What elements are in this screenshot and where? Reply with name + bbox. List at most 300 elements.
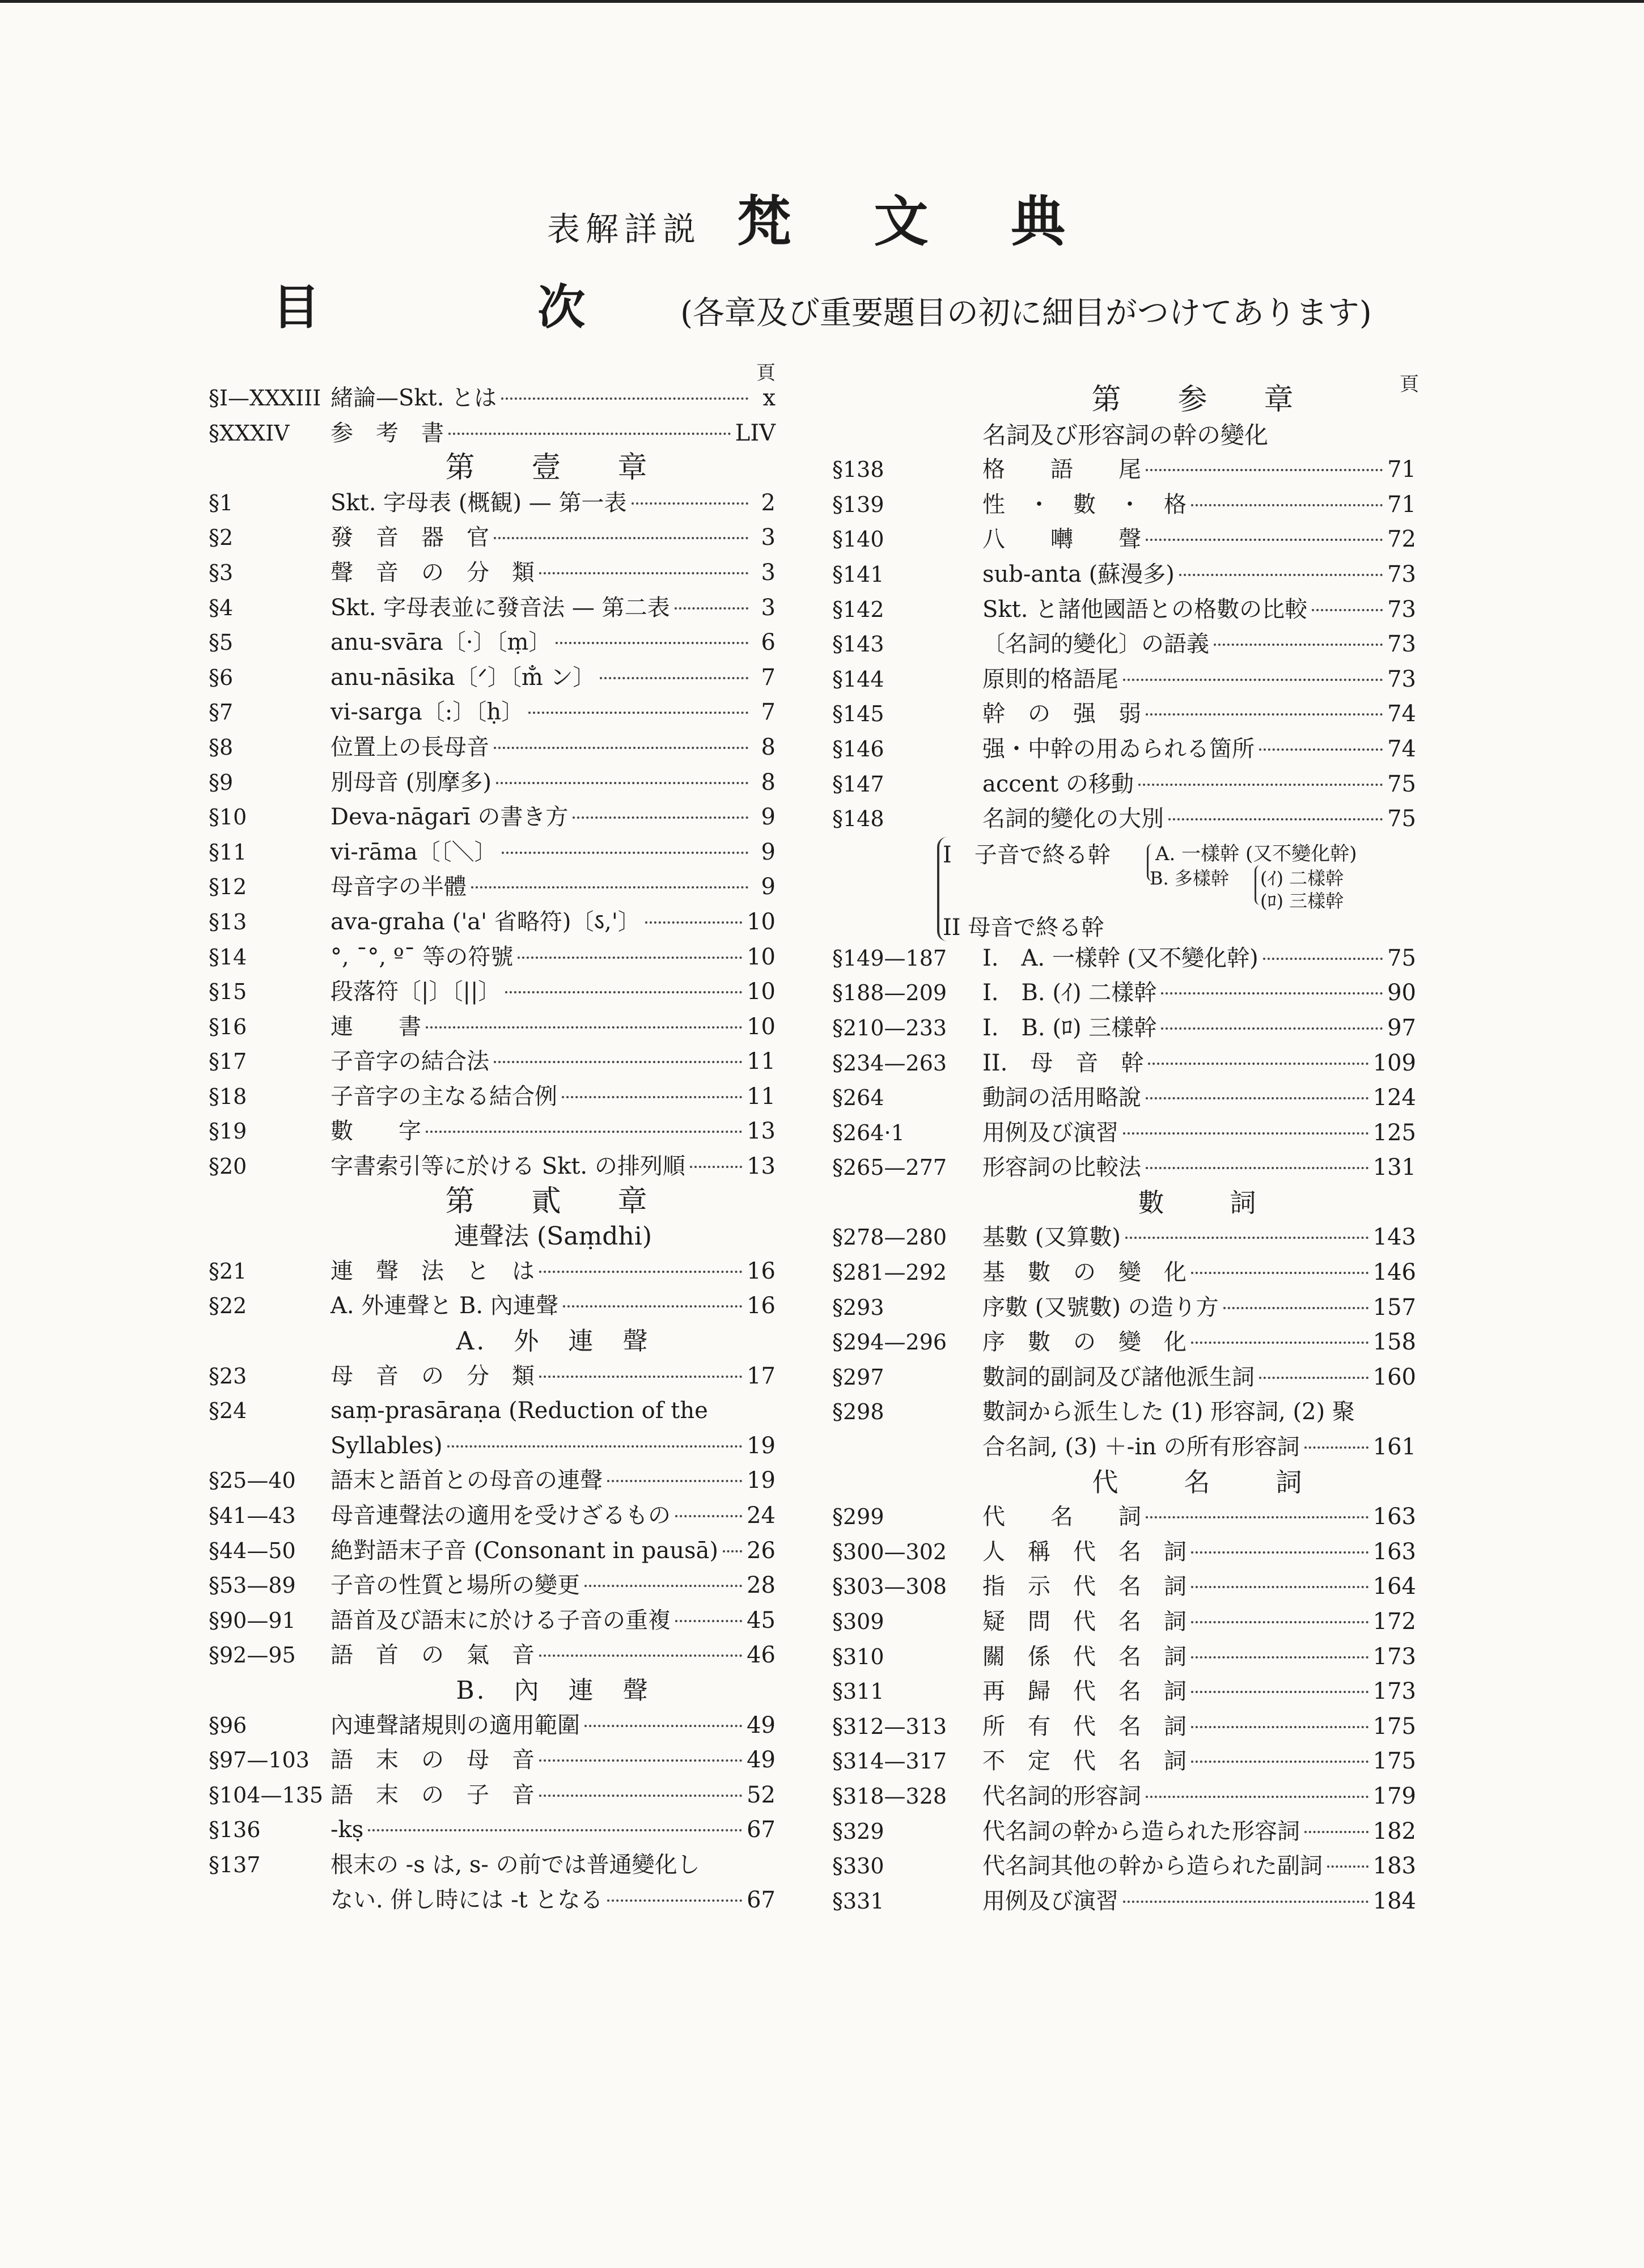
- section-number: §300—302: [832, 1539, 947, 1564]
- page-number: 163: [1372, 1504, 1416, 1530]
- section-number: §14: [209, 944, 247, 970]
- page-number: 46: [747, 1642, 776, 1669]
- entry-title-line: [331, 625, 776, 661]
- dot-leader: [690, 1166, 742, 1168]
- toc-entry[interactable]: [209, 1429, 776, 1464]
- entry-title-line: [331, 1708, 776, 1744]
- entry-title-line: [331, 1638, 776, 1673]
- page-number: 26: [747, 1537, 776, 1564]
- toc-entry[interactable]: [832, 1081, 1419, 1116]
- page-number: 10: [747, 943, 776, 970]
- entry-title-line: [331, 1603, 776, 1639]
- section-number: §19: [209, 1119, 247, 1144]
- section-number: §314—317: [832, 1749, 947, 1774]
- entry-title: 聲 音 の 分 類: [331, 559, 535, 586]
- dot-leader: [1146, 539, 1383, 541]
- dot-leader: [448, 433, 731, 435]
- chapter-3-heading: 第 参 章: [1091, 383, 1307, 417]
- page-number: 183: [1372, 1853, 1416, 1880]
- entry-title-line: [331, 835, 776, 870]
- toc-entry[interactable]: [209, 381, 776, 416]
- entry-title-line: [331, 940, 776, 975]
- section-b-heading: B. 內 連 聲: [456, 1675, 650, 1705]
- entry-title-line: [331, 1883, 776, 1918]
- entry-title: ない. 併し時には -t となる: [331, 1886, 603, 1913]
- dot-leader: [600, 677, 748, 679]
- toc-entry[interactable]: [832, 1674, 1419, 1710]
- chapter-1-heading: 第 壹 章: [445, 451, 661, 485]
- entry-title: 語 首 の 氣 音: [331, 1642, 535, 1669]
- section-number: §6: [209, 665, 234, 690]
- page-number: 146: [1372, 1259, 1416, 1286]
- entry-title: 數詞的副詞及び諸他派生詞: [982, 1364, 1255, 1390]
- toc-entry[interactable]: [209, 1254, 776, 1289]
- page-number: 67: [747, 1817, 776, 1843]
- page-number: 11: [747, 1048, 776, 1075]
- page-number: 13: [747, 1118, 776, 1145]
- toc-entry[interactable]: [209, 835, 776, 870]
- section-number: §264·1: [832, 1120, 905, 1145]
- entry-title: 用例及び演習: [982, 1888, 1118, 1914]
- toc-entry[interactable]: [209, 1534, 776, 1569]
- toc-entry[interactable]: [209, 975, 776, 1010]
- toc-entry[interactable]: [832, 1430, 1419, 1465]
- entry-title: Deva-nāgarī の書き方: [331, 804, 569, 831]
- section-number: §281—292: [832, 1260, 947, 1285]
- page-number: 175: [1372, 1748, 1416, 1775]
- entry-title: 連 書: [331, 1013, 421, 1040]
- entry-title-line: [982, 1046, 1416, 1081]
- entry-title-line: [982, 1674, 1416, 1710]
- toc-entry[interactable]: [209, 940, 776, 975]
- toc-entry[interactable]: [832, 1605, 1419, 1640]
- dot-leader: [645, 921, 742, 924]
- toc-entry[interactable]: [832, 1255, 1419, 1290]
- section-number: §22: [209, 1293, 247, 1319]
- section-number: §311: [832, 1679, 884, 1704]
- page-number: 172: [1372, 1609, 1416, 1635]
- entry-title: 關 係 代 名 詞: [982, 1643, 1187, 1670]
- dot-leader: [584, 1725, 742, 1727]
- entry-title-line: [982, 1430, 1416, 1465]
- entry-title: I. A. 一樣幹 (又不變化幹): [982, 945, 1259, 971]
- dot-leader: [1125, 1237, 1368, 1239]
- entry-title: 語 末 の 子 音: [331, 1782, 535, 1808]
- entry-title-line: [982, 1290, 1416, 1326]
- dot-leader: [1191, 1691, 1368, 1693]
- section-number: §188—209: [832, 980, 947, 1006]
- toc-entry[interactable]: [209, 661, 776, 696]
- toc-entry[interactable]: [832, 1011, 1419, 1046]
- page-number: 10: [747, 979, 776, 1005]
- page-number: 74: [1387, 735, 1416, 762]
- section-number: §Ⅰ—XXXIII: [209, 386, 321, 411]
- toc-entry[interactable]: [209, 416, 776, 451]
- section-number: §16: [209, 1014, 247, 1039]
- page-number: 49: [747, 1747, 776, 1774]
- entry-title-line: [982, 802, 1416, 837]
- toc-entry[interactable]: [832, 1814, 1419, 1850]
- toc-entry[interactable]: [832, 1360, 1419, 1395]
- toc-entry[interactable]: [832, 662, 1419, 697]
- page-number: 67: [747, 1886, 776, 1913]
- entry-title-line: [331, 1463, 776, 1499]
- entry-title: 內連聲諸規則の適用範圍: [331, 1712, 580, 1738]
- entry-title-line: [982, 1150, 1416, 1186]
- dot-leader: [1146, 713, 1383, 716]
- toc-entry[interactable]: [209, 1359, 776, 1394]
- section-number: §44—50: [209, 1538, 296, 1563]
- toc-entry[interactable]: [209, 521, 776, 556]
- page-number: 157: [1372, 1294, 1416, 1321]
- entry-title-line: [331, 1254, 776, 1289]
- page-number: 90: [1387, 980, 1416, 1006]
- toc-entry[interactable]: [209, 1848, 776, 1883]
- toc-entry[interactable]: [832, 1150, 1419, 1186]
- toc-entry[interactable]: [832, 593, 1419, 628]
- toc-entry[interactable]: [832, 732, 1419, 767]
- page-number: 143: [1372, 1224, 1416, 1251]
- section-number: §312—313: [832, 1713, 947, 1739]
- toc-entry[interactable]: [209, 1010, 776, 1045]
- page-number: 24: [747, 1503, 776, 1529]
- tree-three-form-stems: (ﾛ) 三樣幹: [1260, 890, 1344, 912]
- entry-title: 母音連聲法の適用を受けざるもの: [331, 1503, 671, 1529]
- section-number: §149—187: [832, 945, 947, 971]
- page-number: 173: [1372, 1643, 1416, 1670]
- page-number: 164: [1372, 1573, 1416, 1600]
- section-number: §303—308: [832, 1574, 947, 1600]
- entry-title-line: [982, 941, 1416, 976]
- toc-entry[interactable]: [832, 1640, 1419, 1675]
- entry-title-line: [331, 1499, 776, 1534]
- section-number: §139: [832, 492, 884, 517]
- dot-leader: [584, 1585, 742, 1587]
- entry-title-line: [982, 697, 1416, 732]
- entry-title: 代名詞其他の幹から造られた副詞: [982, 1853, 1323, 1880]
- entry-title: 不 定 代 名 詞: [982, 1748, 1187, 1775]
- page-number: 179: [1372, 1783, 1416, 1809]
- section-number: §104—135: [209, 1782, 324, 1808]
- toc-entry[interactable]: [209, 1708, 776, 1744]
- toc-entry[interactable]: [209, 625, 776, 661]
- dot-leader: [632, 502, 749, 505]
- page-number: 16: [747, 1258, 776, 1284]
- entry-title: 母音字の半體: [331, 874, 467, 900]
- dot-leader: [1161, 1027, 1383, 1030]
- toc-entry[interactable]: [209, 1499, 776, 1534]
- tree-vowel-stems: II 母音で終る幹: [943, 914, 1104, 941]
- entry-title-line: [331, 1429, 776, 1464]
- toc-entry[interactable]: [209, 1149, 776, 1184]
- section-number: §234—263: [832, 1050, 947, 1076]
- section-number: §309: [832, 1609, 884, 1634]
- entry-title: 緒論—Skt. とは: [331, 385, 497, 411]
- section-number: §141: [832, 561, 884, 587]
- page-number: 161: [1372, 1434, 1416, 1461]
- section-number: §13: [209, 909, 247, 934]
- dot-leader: [1146, 1516, 1368, 1518]
- tree-multiform-stems: B. 多樣幹: [1150, 867, 1229, 889]
- toc-entry[interactable]: [832, 488, 1419, 523]
- entry-title: Skt. と諸他國語との格數の比較: [982, 596, 1308, 623]
- toc-entry[interactable]: [832, 1779, 1419, 1814]
- entry-title-line: [331, 1114, 776, 1149]
- entry-title-line: [982, 1884, 1416, 1919]
- page-number: 9: [761, 839, 776, 865]
- toc-entry[interactable]: [832, 1849, 1419, 1884]
- toc-entry[interactable]: [832, 1220, 1419, 1255]
- toc-entry[interactable]: [209, 486, 776, 521]
- toc-entry[interactable]: [832, 1290, 1419, 1326]
- page-number: 182: [1372, 1818, 1416, 1844]
- toc-entry[interactable]: [209, 1394, 776, 1429]
- toc-entry[interactable]: [209, 1883, 776, 1918]
- entry-title: Skt. 字母表 (概観) — 第一表: [331, 489, 627, 516]
- entry-title-line: [982, 522, 1416, 557]
- section-number: §23: [209, 1363, 247, 1389]
- page-number: 75: [1387, 945, 1416, 971]
- toc-entry[interactable]: [209, 1778, 776, 1813]
- section-number: §53—89: [209, 1573, 296, 1598]
- entry-title-line: [982, 1325, 1416, 1360]
- page-number: 19: [747, 1467, 776, 1494]
- entry-title-line: [331, 1149, 776, 1184]
- page-number: 2: [761, 489, 776, 516]
- entry-title-line: [331, 381, 776, 416]
- entry-title-line: [982, 1360, 1416, 1395]
- section-number: §15: [209, 979, 247, 1005]
- toc-entry[interactable]: [209, 765, 776, 801]
- page-number: 19: [747, 1432, 776, 1459]
- entry-title: 根末の -s は, s- の前では普通變化し: [331, 1851, 700, 1878]
- toc-entry[interactable]: [209, 556, 776, 591]
- dot-leader: [1304, 1446, 1368, 1449]
- toc-entry[interactable]: [209, 870, 776, 905]
- toc-entry[interactable]: [832, 802, 1419, 837]
- dot-leader: [1161, 992, 1383, 995]
- dot-leader: [426, 1131, 742, 1133]
- section-number: §41—43: [209, 1503, 296, 1528]
- entry-title: 語首及び語末に於ける子音の重複: [331, 1607, 671, 1634]
- entry-title-line: [982, 1220, 1416, 1255]
- dot-leader: [1191, 1621, 1368, 1623]
- toc-entry[interactable]: [832, 976, 1419, 1011]
- section-number: §3: [209, 560, 234, 585]
- dot-leader: [675, 607, 748, 610]
- section-number: §138: [832, 457, 884, 483]
- entry-title: 序數 (又號數) の造り方: [982, 1294, 1219, 1321]
- entry-title: 代名詞的形容詞: [982, 1783, 1141, 1809]
- dot-leader: [447, 1445, 742, 1448]
- entry-title-line: [331, 1010, 776, 1045]
- dot-leader: [1148, 1063, 1368, 1065]
- dot-leader: [494, 1061, 742, 1063]
- entry-title: 基數 (又算數): [982, 1224, 1121, 1251]
- page-number: 49: [747, 1712, 776, 1738]
- dot-leader: [1123, 1132, 1368, 1135]
- section-number: §330: [832, 1854, 884, 1879]
- section-number: §146: [832, 736, 884, 761]
- dot-leader: [1191, 1761, 1368, 1763]
- section-number: §20: [209, 1154, 247, 1179]
- entry-title-line: [331, 800, 776, 835]
- entry-title-line: [331, 416, 776, 451]
- page-number: 3: [761, 559, 776, 586]
- section-number: §9: [209, 769, 234, 795]
- toc-entry[interactable]: [209, 905, 776, 940]
- dot-leader: [573, 816, 748, 819]
- dot-leader: [556, 642, 748, 644]
- entry-title-line: [331, 1044, 776, 1080]
- entry-title: anu-nāsika〔ᐟ〕〔m̐ ン〕: [331, 664, 596, 691]
- entry-title-line: [331, 765, 776, 801]
- entry-title: 强・中幹の用ゐられる箇所: [982, 735, 1255, 762]
- page-number: 9: [761, 804, 776, 831]
- page-number: 73: [1387, 666, 1416, 692]
- entry-title-line: [982, 488, 1416, 523]
- entry-title-line: [982, 1640, 1416, 1675]
- dot-leader: [539, 1759, 742, 1762]
- dot-leader: [368, 1829, 742, 1831]
- section-number: §298: [832, 1399, 884, 1425]
- toc-entry[interactable]: [832, 1535, 1419, 1570]
- page-number: 131: [1372, 1154, 1416, 1181]
- entry-title-line: [982, 662, 1416, 697]
- section-number: §148: [832, 806, 884, 832]
- dot-leader: [539, 1271, 742, 1273]
- numerals-heading: 數 詞: [1138, 1187, 1261, 1218]
- section-number: §18: [209, 1084, 247, 1109]
- toc-entry[interactable]: [209, 730, 776, 765]
- section-number: §136: [209, 1817, 261, 1843]
- dot-leader: [1263, 958, 1383, 960]
- toc-entry[interactable]: [832, 1116, 1419, 1151]
- toc-entry[interactable]: [209, 1044, 776, 1080]
- toc-entry[interactable]: [209, 800, 776, 835]
- entry-title: 再 歸 代 名 詞: [982, 1678, 1187, 1705]
- page-number: 158: [1372, 1329, 1416, 1356]
- dot-leader: [1259, 748, 1383, 751]
- dot-leader: [539, 1376, 742, 1378]
- section-number: §25—40: [209, 1468, 296, 1493]
- dot-leader: [1191, 1272, 1368, 1274]
- toc-entry[interactable]: [209, 1743, 776, 1778]
- section-number: §297: [832, 1364, 884, 1390]
- toc-entry[interactable]: [832, 522, 1419, 557]
- entry-title: 形容詞の比較法: [982, 1154, 1141, 1181]
- toc-entry[interactable]: [209, 1813, 776, 1848]
- dot-leader: [494, 747, 748, 749]
- page-number: 71: [1387, 456, 1416, 483]
- page-number: 9: [761, 874, 776, 900]
- toc-right-column: 頁 第 参 章 名詞及び形容詞の幹の變化 §138 格 語 尾 71 §139 性 ・ 數 ・ 格 71 §140 八 囀 聲 72 §141 sub-anta (蘇漫多) 73 §142 Skt. と諸他國語との格數の比較 73 §143 〔名詞的變化〕の語義 73 §144 原則的格語尾 73 §145 幹 の 强 弱 74 §146 强・中幹の用ゐられる箇所 74 §147 accent の移動 75 §148 名詞的變化の大別 75 I 子音で終る幹 A. 一樣幹 (又不變化幹) B. 多樣幹 (ｲ) 二樣幹 (ﾛ) 三樣幹 II 母音で終る幹 §149—187 I. A. 一樣幹 (又不變化幹) 75 §188—209 I. B. (ｲ) 二樣幹 90 §210—233 I. B. (ﾛ) 三樣幹 97 §234—263 II. 母 音 幹 109 §264 動詞の活用略說 124 §264·1 用例及び演習 125 §265—277 形容詞の比較法 131 數 詞 §278—280 基數 (又算數) 143 §281—292 基 數 の 變 化 146 §293 序數 (又號數) の造り方 157 §294—296 序 數 の 變 化 158 §297 數詞的副詞及び諸他派生詞 160 §298 數詞から派生した (1) 形容詞, (2) 聚 合名詞, (3) ＋-in の所有形容詞 161 代 名 詞 §299 代 名 詞 163 §300—302 人 稱 代 名 詞 163 §303—308 指 示 代 名 詞 164 §309 疑 問 代 名 詞 172 §310 關 係 代 名 詞 173 §311 再 歸 代 名 詞 173 §312—313 所 有 代 名 詞 175 §314—317 不 定 代 名 詞 175 §318—328 代名詞的形容詞 179 §329 代名詞の幹から造られた形容詞 182 §330 代名詞其他の幹から造られた副詞 183 §331 用例及び演習 184: [832, 357, 1419, 1919]
- dot-leader: [502, 852, 748, 854]
- toc-entry[interactable]: [832, 1046, 1419, 1081]
- section-number: §293: [832, 1294, 884, 1320]
- entry-title: saṃ-prasāraṇa (Reduction of the: [331, 1398, 708, 1424]
- section-a-heading: A. 外 連 聲: [456, 1327, 650, 1356]
- entry-title-line: [982, 452, 1416, 488]
- entry-title: accent の移動: [982, 771, 1134, 797]
- section-number: §1: [209, 490, 234, 515]
- entry-title-line: [331, 1394, 776, 1429]
- entry-title-line: [331, 730, 776, 765]
- tree-consonant-stems: I 子音で終る幹: [943, 841, 1111, 868]
- entry-title-line: [331, 975, 776, 1010]
- page-number: 10: [747, 908, 776, 935]
- page-number: 109: [1372, 1050, 1416, 1076]
- section-number: §12: [209, 874, 247, 900]
- dot-leader: [1146, 1167, 1368, 1169]
- dot-leader: [1191, 504, 1383, 506]
- toc-entry[interactable]: [209, 591, 776, 626]
- toc-entry[interactable]: [832, 941, 1419, 976]
- toc-entry[interactable]: [832, 1710, 1419, 1745]
- page-title: [0, 179, 1644, 256]
- entry-title: I. B. (ﾛ) 三樣幹: [982, 1014, 1157, 1041]
- entry-title-line: [982, 1500, 1416, 1535]
- section-number: §90—91: [209, 1607, 296, 1633]
- entry-title-line: [982, 767, 1416, 802]
- toc-entry[interactable]: [832, 767, 1419, 802]
- page-number: 8: [761, 769, 776, 796]
- page-number: 8: [761, 734, 776, 760]
- toc-entry[interactable]: [832, 697, 1419, 732]
- toc-entry[interactable]: [209, 1638, 776, 1673]
- section-number: §137: [209, 1852, 261, 1877]
- section-number: §17: [209, 1049, 247, 1074]
- page-number: 97: [1387, 1014, 1416, 1041]
- toc-left-column: [209, 357, 776, 1918]
- page-number: LIV: [735, 420, 776, 446]
- toc-entry[interactable]: [209, 695, 776, 730]
- dot-leader: [496, 782, 748, 784]
- dot-leader: [1304, 1831, 1368, 1833]
- entry-title: 母 音 の 分 類: [331, 1363, 535, 1389]
- entry-title: 數 字: [331, 1118, 421, 1145]
- section-number: §4: [209, 595, 234, 620]
- toc-entry[interactable]: [832, 1744, 1419, 1779]
- entry-title: 幹 の 强 弱: [982, 701, 1141, 727]
- toc-entry[interactable]: [832, 627, 1419, 662]
- toc-entry[interactable]: [832, 1884, 1419, 1919]
- entry-title-line: [982, 1011, 1416, 1046]
- toc-entry[interactable]: [209, 1289, 776, 1324]
- toc-entry[interactable]: [209, 1080, 776, 1115]
- page-number: 13: [747, 1153, 776, 1180]
- dot-leader: [1312, 609, 1383, 611]
- toc-entry[interactable]: [832, 1395, 1419, 1430]
- entry-title: 八 囀 聲: [982, 526, 1141, 553]
- section-number: §10: [209, 805, 247, 830]
- section-number: §143: [832, 632, 884, 657]
- toc-entry[interactable]: [832, 557, 1419, 593]
- entry-title: Skt. 字母表並に發音法 — 第二表: [331, 594, 670, 621]
- entry-title-line: [331, 1813, 776, 1848]
- toc-entry[interactable]: [209, 1114, 776, 1149]
- toc-entry[interactable]: [832, 1325, 1419, 1360]
- page-number: 28: [747, 1572, 776, 1599]
- toc-entry[interactable]: [209, 1603, 776, 1639]
- section-number: §265—277: [832, 1155, 947, 1180]
- toc-entry[interactable]: [832, 1569, 1419, 1605]
- toc-entry[interactable]: [832, 1500, 1419, 1535]
- toc-entry[interactable]: [832, 452, 1419, 488]
- toc-entry[interactable]: [209, 1463, 776, 1499]
- toc-entry[interactable]: [209, 1568, 776, 1603]
- page-number: 10: [747, 1013, 776, 1040]
